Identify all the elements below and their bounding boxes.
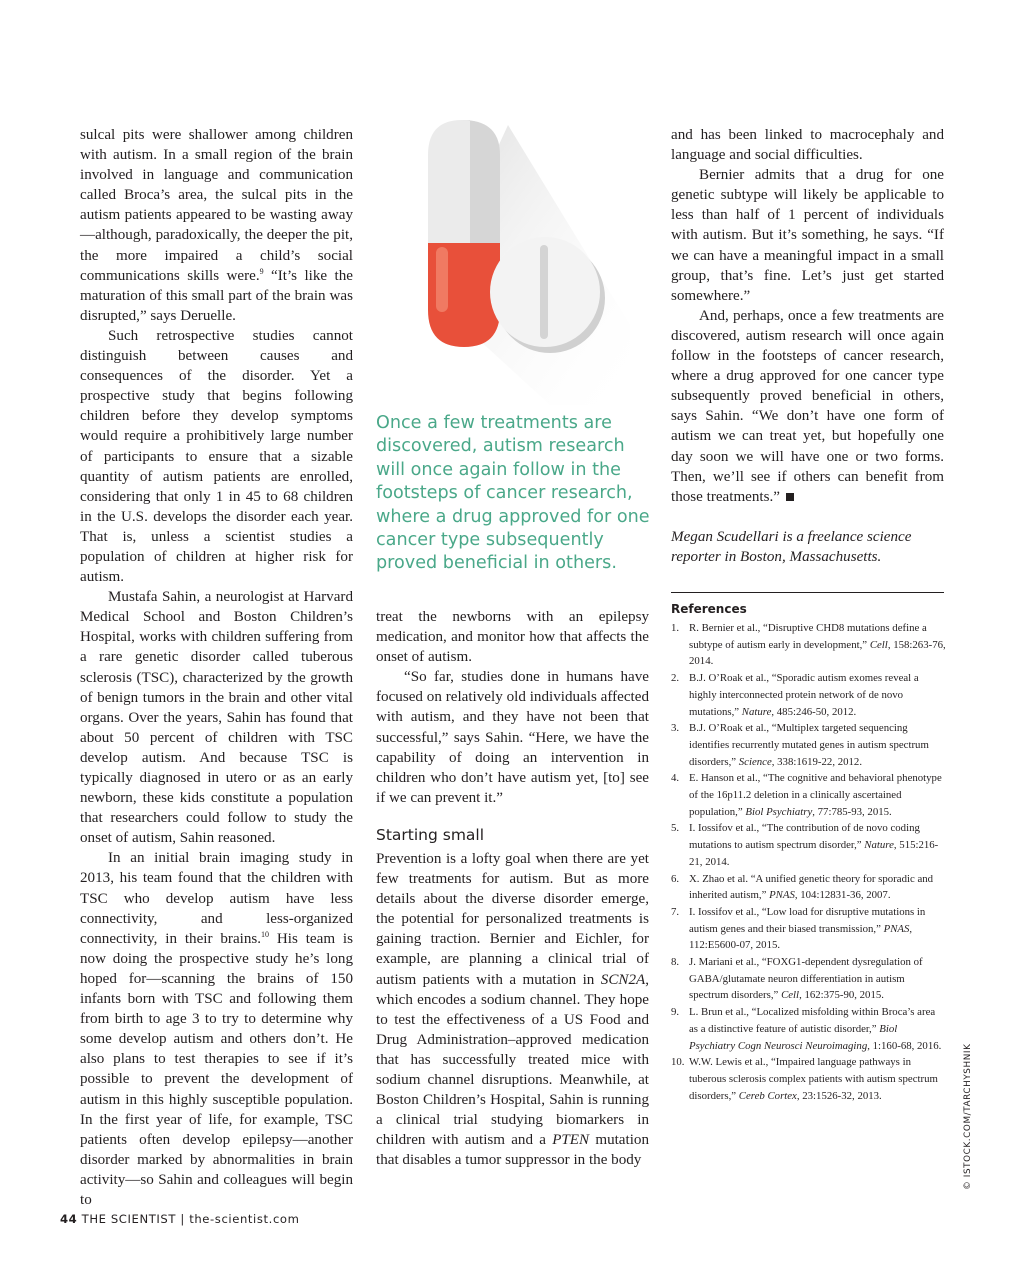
reference-item <box>671 1004 946 1054</box>
reference-item <box>671 720 946 770</box>
capsule-highlight <box>436 247 448 312</box>
paragraph: Mustafa Sahin, a neurologist at Harvard Medical School and Boston Children’s Hospital, works with children suffering from a rare genetic disorder called tuberous sclerosis (TSC), characterized by the growth of benign tumors in the brain and other vital organs. Over the years, Sahin has found that about 50 percent of children with TSC develop autism. And because TSC is typically diagnosed in utero or as an early newborn, these kids constitute a population that researchers could follow to study the onset of autism, Sahin reasoned. <box>80 589 353 847</box>
reference-number: 1. <box>671 622 680 634</box>
pill-capsule-and-tablet-icon <box>400 115 660 415</box>
reference-text: E. Hanson et al., “The cognitive and behavioral phenotype of the 16p11.2 deletion in a clinically ascertained population,” Biol Psychiatry, 77:785-93, 2015. <box>689 772 942 818</box>
article-column-2 <box>376 607 649 808</box>
website-link[interactable]: the-scientist.com <box>189 1212 300 1226</box>
paragraph: Bernier admits that a drug for one genetic subtype will likely be applicable to less than half of 1 percent of individuals with autism. But it’s something, he says. “If we can have a meaningful impact in a small group, that’s fine. Let’s just get started somewhere.” <box>671 167 944 304</box>
pull-quote: Once a few treatments are discovered, autism research will once again follow in the footsteps of cancer research, where a drug approved for one cancer type subsequently proved beneficial in others. <box>376 413 650 574</box>
reference-number: 7. <box>671 905 680 918</box>
reference-number: 4. <box>671 772 680 785</box>
paragraph: treat the newborns with an epilepsy medication, and monitor how that affects the onset of autism. <box>376 609 649 666</box>
reference-number: 2. <box>671 672 680 685</box>
reference-text: B.J. O’Roak et al., “Sporadic autism exomes reveal a highly interconnected protein network of de novo mutations,” Nature, 485:246-50, 2012. <box>689 672 919 718</box>
article-column-3 <box>671 125 944 507</box>
reference-number: 6. <box>671 872 680 885</box>
page-footer <box>60 1212 300 1226</box>
references-title: References <box>671 602 747 616</box>
reference-text: I. Iossifov et al., “Low load for disruptive mutations in autism genes and their biased transmission,” PNAS, 112:E5600-07, 2015. <box>689 905 926 952</box>
reference-number: 10. <box>671 1056 685 1069</box>
reference-item <box>671 1054 946 1104</box>
reference-number: 5. <box>671 822 680 835</box>
paragraph: Prevention is a lofty goal when there are yet few treatments for autism. But as more details about the diverse disorder emerge, the potential for personalized treatments is gaining traction. Bernier and Eichler, for example, are planning a clinical trial of autism patients with a mutation in SCN2A, which encodes a sodium channel. They hope to test the effectiveness of a US Food and Drug Administration–approved medication that has successfully treated mice with sodium channel disruptions. Meanwhile, at Boston Children’s Hospital, Sahin is running a clinical trial studying biomarkers in children with autism and a PTEN mutation that disables a tumor suppressor in the body <box>376 851 649 1169</box>
references-divider <box>671 592 944 593</box>
paragraph: In an initial brain imaging study in 2013, his team found that the children with TSC who develop autism have less connectivity, and less-organized connectivity, in their brains.$^{10}$ His team is now doing the prospective study he’s long hoped for—scanning the brains of 150 infants born with TSC and following them from birth to age 3 to try to determine why some develop autism and others don’t. He also plans to test therapies to see if it’s possible to prevent the development of autism in this highly susceptible population. In the first year of life, for example, TSC patients often develop epilepsy—another disorder marked by abnormalities in brain activity—so Sahin and colleagues will begin to <box>80 850 353 1208</box>
paragraph: sulcal pits were shallower among children with autism. In a small region of the brain involved in language and communication called Broca’s area, the sulcal pits in the autism patients appeared to be wasting away—although, paradoxically, the deeper the pit, the more impaired a child’s social communications skills were.$^9$ “It’s like the maturation of this small part of the brain was disrupted,” says Deruelle. <box>80 127 353 324</box>
section-subhead: Starting small <box>376 826 485 844</box>
author-bio: Megan Scudellari is a freelance science reporter in Boston, Massachusetts. <box>671 529 912 566</box>
reference-text: I. Iossifov et al., “The contribution of de novo coding mutations to autism spectrum disorder,” Nature, 515:216-21, 2014. <box>689 822 939 868</box>
reference-text: R. Bernier et al., “Disruptive CHD8 mutations define a subtype of autism early in development,” Cell, 158:263-76, 2014. <box>689 622 946 668</box>
tablet-score-line <box>540 245 548 339</box>
page-number: 44 <box>60 1212 78 1226</box>
reference-text: W.W. Lewis et al., “Impaired language pathways in tuberous sclerosis complex patients with autism spectrum disorders,” Cereb Cortex, 23:1526-32, 2013. <box>689 1056 938 1102</box>
image-credit: © ISTOCK.COM/TARCHYSHNIK <box>963 1043 973 1190</box>
reference-item <box>671 770 946 820</box>
reference-number: 9. <box>671 1006 680 1019</box>
reference-text: X. Zhao et al. “A unified genetic theory for sporadic and inherited autism,” PNAS, 104:12831-36, 2007. <box>689 872 934 902</box>
paragraph: “So far, studies done in humans have focused on relatively old individuals affected with autism, and they have not been that successful,” says Sahin. “Here, we have the capability of doing an intervention in children who don’t have autism yet, [to] see if we can prevent it.” <box>376 669 649 806</box>
reference-item <box>671 904 946 954</box>
magazine-name: THE SCIENTIST <box>81 1212 177 1226</box>
reference-item <box>671 820 946 870</box>
paragraph: And, perhaps, once a few treatments are discovered, autism research will once again follow in the footsteps of cancer research, where a drug approved for one cancer type subsequently proved beneficial in others, says Sahin. “We don’t have one form of autism we can treat yet, but hopefully one day soon we will have one or two forms. Then, we’ll see if others can benefit from those treatments.” <box>671 307 944 505</box>
reference-text: L. Brun et al., “Localized misfolding within Broca’s area as a distinctive feature of autistic disorder,” Biol Psychiatry Cogn Neurosci Neuroimaging, 1:160-68, 2016. <box>689 1006 942 1052</box>
end-mark-icon <box>786 493 794 501</box>
reference-text: J. Mariani et al., “FOXG1-dependent dysregulation of GABA/glutamate neuron differentiation in autism spectrum disorders,” Cell, 162:375-90, 2015. <box>689 956 923 1002</box>
article-column-1 <box>80 125 353 1210</box>
footer-separator: | <box>180 1212 185 1226</box>
paragraph: Such retrospective studies cannot distinguish between causes and consequences of the disorder. Yet a prospective study that begins following children before they develop symptoms would require a prohibitively large number of participants to ensure that a sizable quantity of autism patients are enrolled, considering that only 1 in 45 to 68 children in the U.S. develops the disorder each year. That is, unless a scientist studies a population of children at higher risk for autism. <box>80 327 353 586</box>
paragraph: and has been linked to macrocephaly and language and social difficulties. <box>671 127 944 164</box>
reference-number: 3. <box>671 722 680 735</box>
reference-item <box>671 620 946 670</box>
reference-item <box>671 954 946 1004</box>
article-column-2-continued <box>376 849 649 1171</box>
reference-item <box>671 670 946 720</box>
references-list <box>671 620 946 1104</box>
reference-item <box>671 871 946 904</box>
reference-number: 8. <box>671 956 680 969</box>
reference-text: B.J. O’Roak et al., “Multiplex targeted sequencing identifies recurrently mutated genes in autism spectrum disorders,” Science, 338:1619-22, 2012. <box>689 722 929 768</box>
